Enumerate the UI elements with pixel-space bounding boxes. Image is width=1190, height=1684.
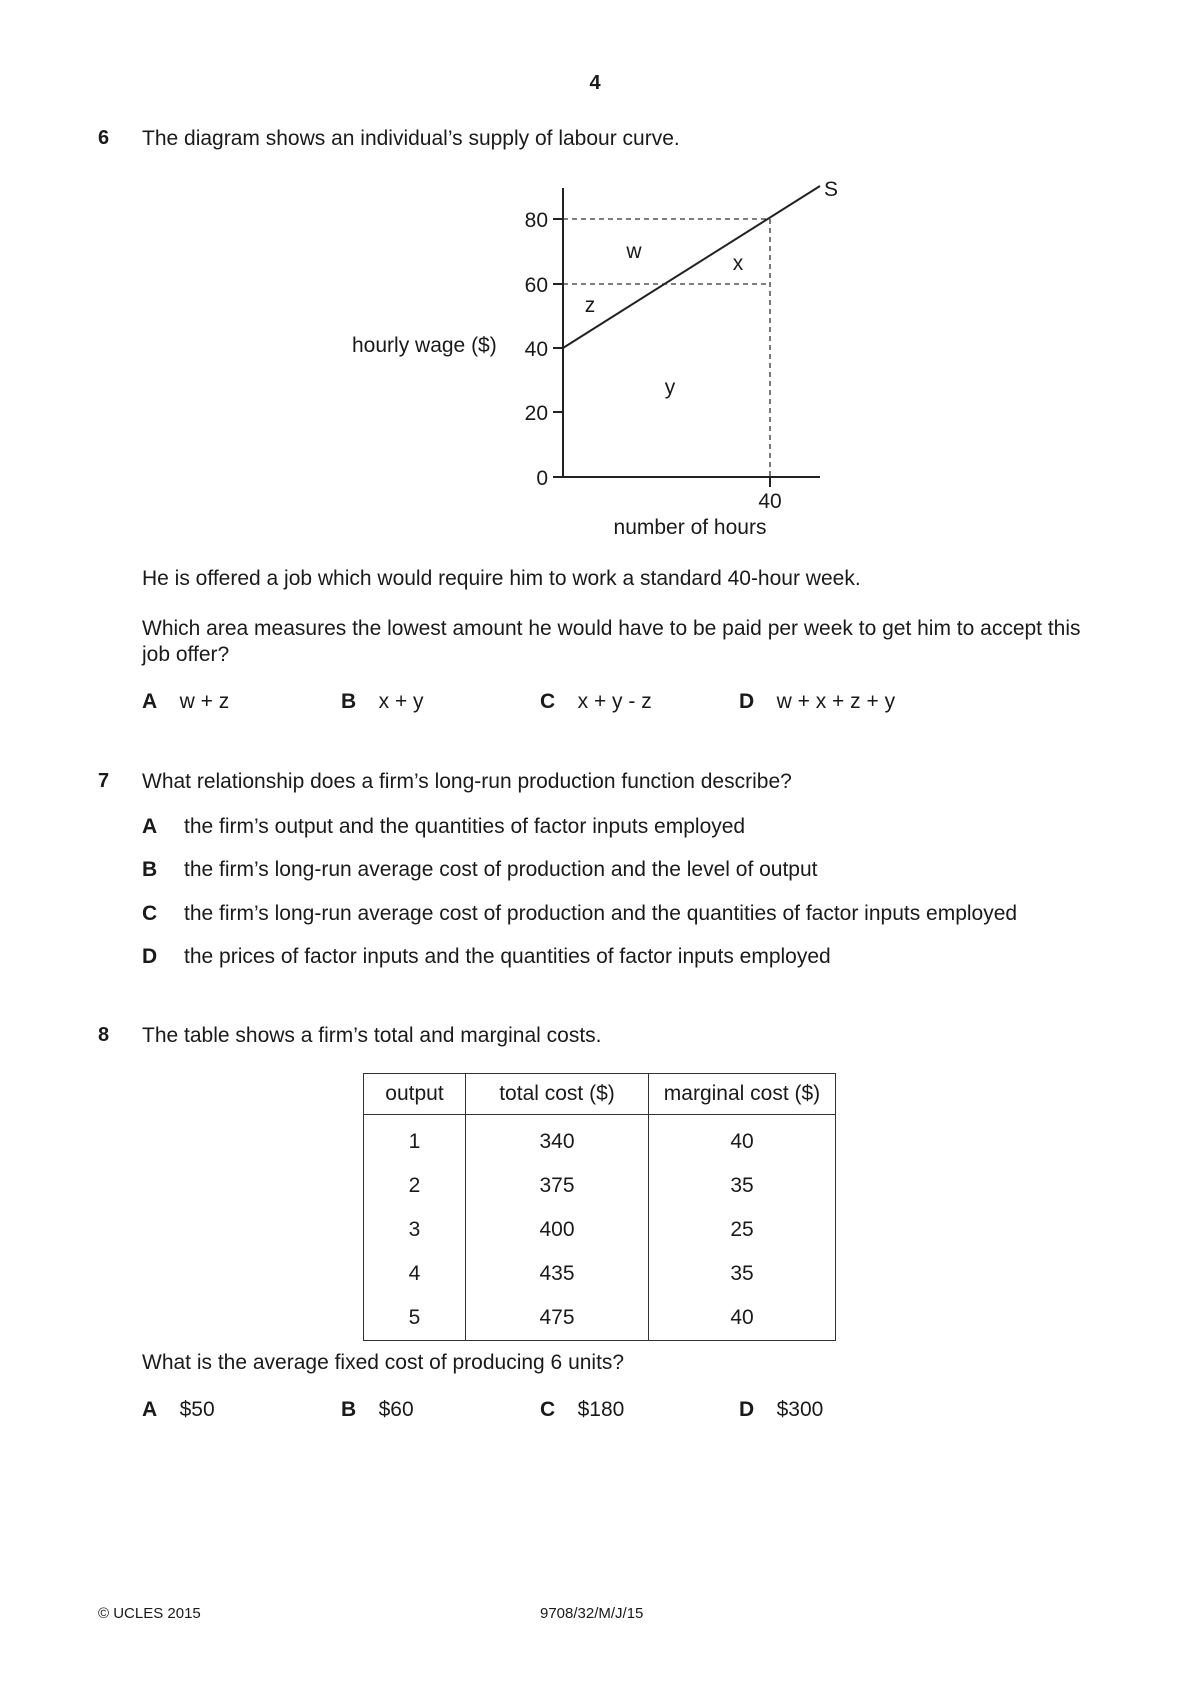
table-row [364, 1115, 836, 1165]
question-8-intro: The table shows a firm’s total and marginal costs. [142, 1024, 602, 1047]
q8-option-d [739, 1398, 823, 1422]
option-text: the prices of factor inputs and the quantities of factor inputs employed [184, 945, 831, 968]
option-letter: C [142, 902, 158, 925]
option-text: the firm’s long-run average cost of production and the level of output [184, 858, 818, 881]
y-tick-label: 80 [524, 209, 548, 232]
table-cell: 40 [649, 1296, 836, 1341]
q6-option-d [739, 690, 895, 714]
area-label-x: x [732, 252, 744, 275]
question-6-number: 6 [98, 127, 110, 149]
footer-copyright: © UCLES 2015 [98, 1605, 201, 1622]
y-tick-label: 40 [524, 338, 548, 361]
question-7-text: What relationship does a firm’s long-run production function describe? [142, 770, 792, 793]
option-letter: A [142, 690, 158, 713]
table-cell: 475 [466, 1296, 649, 1341]
option-text: x + y [378, 690, 424, 713]
option-letter: C [540, 690, 556, 713]
y-tick-label: 60 [524, 274, 548, 297]
table-cell: 25 [649, 1208, 836, 1252]
y-tick-label: 20 [524, 402, 548, 425]
q7-option-c [142, 902, 1017, 926]
q8-option-a [142, 1398, 215, 1422]
option-text: $300 [776, 1398, 824, 1421]
column-header-marginal-cost: marginal cost ($) [649, 1074, 836, 1115]
option-text: w + z [179, 690, 230, 713]
table-row [364, 1252, 836, 1296]
option-letter: B [341, 1398, 357, 1421]
option-letter: D [142, 945, 158, 968]
labour-supply-diagram [0, 0, 1190, 560]
area-label-y: y [664, 376, 676, 399]
table-cell: 435 [466, 1252, 649, 1296]
question-8-text: What is the average fixed cost of producing 6 units? [142, 1351, 625, 1374]
y-axis-label: hourly wage ($) [352, 334, 497, 357]
question-7-number: 7 [98, 770, 110, 792]
x-axis-label: number of hours [613, 516, 767, 539]
option-text: the firm’s output and the quantities of factor inputs employed [184, 815, 746, 838]
supply-curve [563, 186, 820, 348]
footer-paper-code: 9708/32/M/J/15 [540, 1605, 644, 1622]
option-text: w + x + z + y [776, 690, 896, 713]
x-tick-label: 40 [758, 490, 782, 513]
curve-label-s: S [824, 178, 839, 201]
table-row [364, 1208, 836, 1252]
table-row [364, 1296, 836, 1341]
table-cell: 375 [466, 1164, 649, 1208]
option-letter: A [142, 815, 158, 838]
option-letter: B [142, 858, 158, 881]
table-cell: 400 [466, 1208, 649, 1252]
table-row [364, 1164, 836, 1208]
table-cell: 35 [649, 1164, 836, 1208]
table-cell: 1 [364, 1115, 466, 1165]
q6-option-a [142, 690, 229, 714]
column-header-output: output [364, 1074, 466, 1115]
table-cell: 340 [466, 1115, 649, 1165]
option-letter: D [739, 1398, 755, 1421]
question-6-text-2: Which area measures the lowest amount he would have to be paid per week to get him to accept this job offer? [142, 617, 1081, 666]
column-header-total-cost: total cost ($) [466, 1074, 649, 1115]
q6-option-c [540, 690, 652, 714]
option-text: $60 [378, 1398, 414, 1421]
option-text: $180 [577, 1398, 625, 1421]
option-text: the firm’s long-run average cost of production and the quantities of factor inputs employed [184, 902, 1018, 925]
option-letter: D [739, 690, 755, 713]
table-cell: 3 [364, 1208, 466, 1252]
table-cell: 35 [649, 1252, 836, 1296]
table-header-row [364, 1074, 836, 1115]
q7-option-b [142, 858, 818, 882]
question-6-intro: The diagram shows an individual’s supply of labour curve. [142, 127, 680, 150]
option-letter: C [540, 1398, 556, 1421]
q8-option-c [540, 1398, 624, 1422]
table-cell: 40 [649, 1115, 836, 1165]
option-text: x + y - z [577, 690, 652, 713]
area-label-z: z [584, 294, 596, 317]
q6-option-b [341, 690, 424, 714]
q8-option-b [341, 1398, 414, 1422]
area-label-w: w [626, 240, 642, 263]
question-6-text-1: He is offered a job which would require him to work a standard 40-hour week. [142, 567, 861, 590]
table-cell: 2 [364, 1164, 466, 1208]
y-tick-label: 0 [536, 467, 548, 490]
page-number: 4 [589, 72, 601, 94]
table-cell: 5 [364, 1296, 466, 1341]
table-cell: 4 [364, 1252, 466, 1296]
q7-option-a [142, 815, 745, 839]
option-text: $50 [179, 1398, 215, 1421]
q7-option-d [142, 945, 831, 969]
option-letter: A [142, 1398, 158, 1421]
option-letter: B [341, 690, 357, 713]
question-8-number: 8 [98, 1024, 110, 1046]
cost-table [363, 1073, 836, 1341]
